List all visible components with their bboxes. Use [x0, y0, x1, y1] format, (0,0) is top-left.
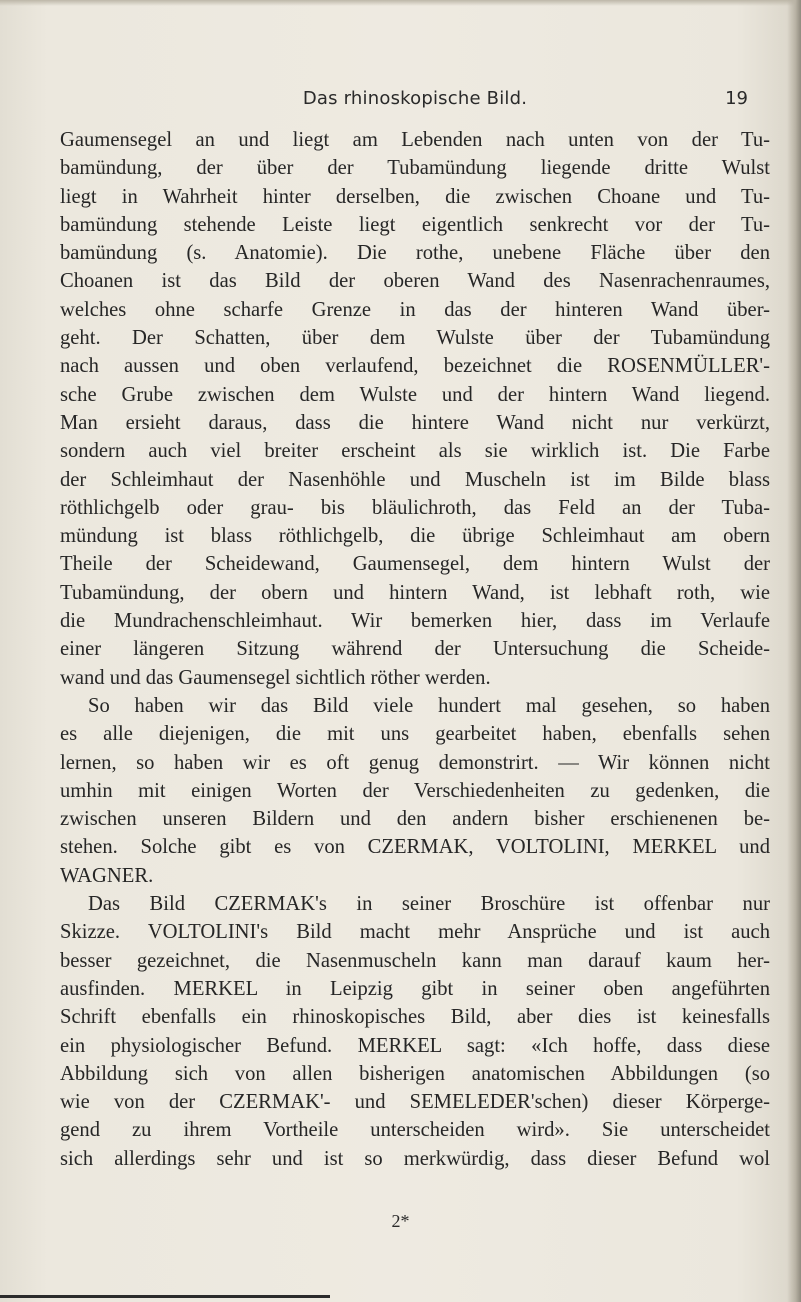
running-head: Das rhinoskopische Bild.	[302, 88, 528, 109]
text-line: welches ohne scharfe Grenze in das der hinteren Wand über-	[60, 298, 770, 321]
text-line: lernen, so haben wir es oft genug demonstrirt. — Wir können nicht	[60, 751, 770, 774]
text-line: gend zu ihrem Vortheile unterscheiden wird». Sie unterscheidet	[60, 1119, 770, 1142]
text-line: sche Grube zwischen dem Wulste und der hintern Wand liegend.	[60, 383, 770, 406]
text-line: Man ersieht daraus, dass die hintere Wand nicht nur verkürzt,	[60, 411, 770, 434]
text-line: bamündung (s. Anatomie). Die rothe, unebene Fläche über den	[60, 242, 770, 265]
text-line: röthlichgelb oder grau- bis bläulichroth, das Feld an der Tuba-	[60, 496, 770, 519]
page-header	[60, 88, 770, 112]
text-line: mündung ist blass röthlichgelb, die übrige Schleimhaut am obern	[60, 525, 770, 548]
body-text	[60, 126, 770, 1173]
text-line: ausfinden. MERKEL in Leipzig gibt in seiner oben angeführten	[60, 977, 770, 1000]
text-line: Abbildung sich von allen bisherigen anatomischen Abbildungen (so	[60, 1062, 770, 1085]
text-line: sich allerdings sehr und ist so merkwürdig, dass dieser Befund wol	[60, 1147, 770, 1170]
text-line: Das Bild CZERMAK's in seiner Broschüre ist offenbar nur	[88, 893, 770, 916]
text-line: einer längeren Sitzung während der Untersuchung die Scheide-	[60, 638, 770, 661]
text-line: bamündung, der über der Tubamündung liegende dritte Wulst	[60, 157, 770, 180]
text-line: der Schleimhaut der Nasenhöhle und Muscheln ist im Bilde blass	[60, 468, 770, 491]
page-top-shadow	[0, 0, 801, 6]
text-line: stehen. Solche gibt es von CZERMAK, VOLTOLINI, MERKEL und	[60, 836, 770, 859]
text-line: ein physiologischer Befund. MERKEL sagt: «Ich hoffe, dass diese	[60, 1034, 770, 1057]
page-binding-shadow	[787, 0, 801, 1302]
text-line: Skizze. VOLTOLINI's Bild macht mehr Ansprüche und ist auch	[60, 921, 770, 944]
text-line: WAGNER.	[60, 864, 154, 887]
text-line: Tubamündung, der obern und hintern Wand, ist lebhaft roth, wie	[60, 581, 770, 604]
text-line: wand und das Gaumensegel sichtlich röther werden.	[60, 666, 491, 689]
text-line: Choanen ist das Bild der oberen Wand des Nasenrachenraumes,	[60, 270, 770, 293]
text-line: umhin mit einigen Worten der Verschiedenheiten zu gedenken, die	[60, 779, 770, 802]
text-line: sondern auch viel breiter erscheint als sie wirklich ist. Die Farbe	[60, 440, 770, 463]
text-line: die Mundrachenschleimhaut. Wir bemerken hier, dass im Verlaufe	[60, 610, 770, 633]
text-line: Theile der Scheidewand, Gaumensegel, dem hintern Wulst der	[60, 553, 770, 576]
text-line: liegt in Wahrheit hinter derselben, die zwischen Choane und Tu-	[60, 185, 770, 208]
text-line: bamündung stehende Leiste liegt eigentlich senkrecht vor der Tu-	[60, 213, 770, 236]
text-line: wie von der CZERMAK'- und SEMELEDER'schen) dieser Körperge-	[60, 1091, 770, 1114]
signature-mark: 2*	[391, 1211, 410, 1231]
bottom-edge-rule	[0, 1295, 330, 1298]
text-line: besser gezeichnet, die Nasenmuscheln kann man darauf kaum her-	[60, 949, 770, 972]
text-line: es alle diejenigen, die mit uns gearbeitet haben, ebenfalls sehen	[60, 723, 770, 746]
text-line: Schrift ebenfalls ein rhinoskopisches Bild, aber dies ist keinesfalls	[60, 1006, 770, 1029]
text-line: So haben wir das Bild viele hundert mal gesehen, so haben	[88, 694, 770, 717]
page-number: 19	[725, 88, 748, 109]
text-line: zwischen unseren Bildern und den andern bisher erschienenen be-	[60, 808, 770, 831]
text-line: geht. Der Schatten, über dem Wulste über der Tubamündung	[60, 327, 770, 350]
text-line: nach aussen und oben verlaufend, bezeichnet die ROSENMÜLLER'-	[60, 355, 770, 378]
text-line: Gaumensegel an und liegt am Lebenden nach unten von der Tu-	[60, 129, 770, 151]
